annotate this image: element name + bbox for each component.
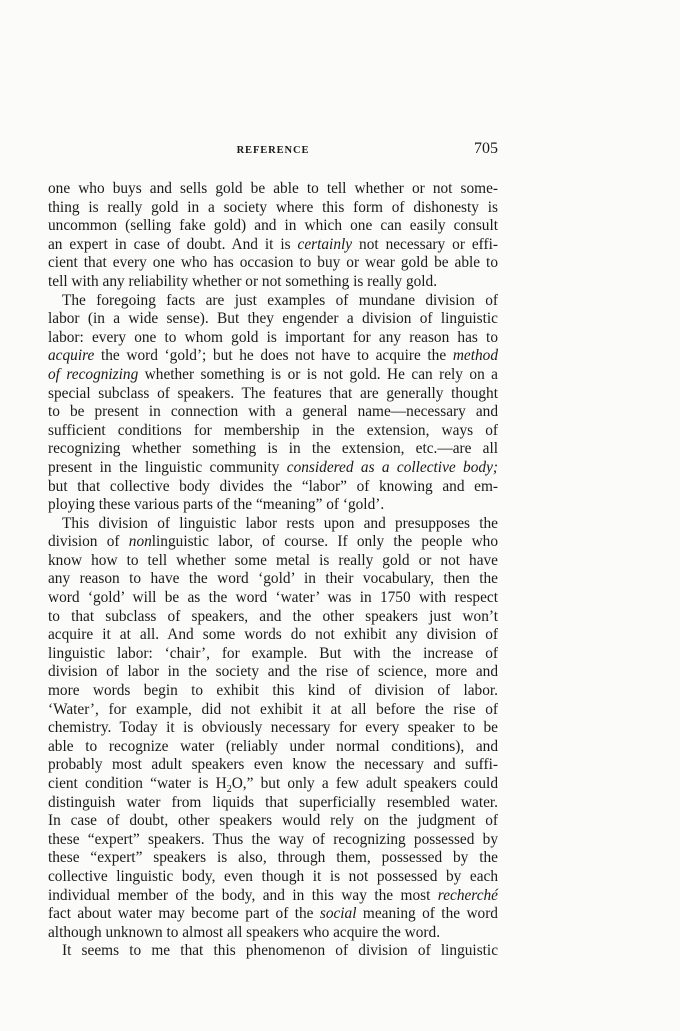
text-line: able to recognize water (reliably under normal conditions), and (48, 737, 498, 755)
text-line: labor: every one to whom gold is important for any reason has to (48, 328, 498, 346)
text-line: It seems to me that this phenomenon of division of linguistic (62, 942, 498, 960)
text-line: fact about water may become part of the social meaning of the word (48, 905, 498, 923)
text-line: acquire it at all. And some words do not exhibit any division of (48, 626, 498, 644)
text-line: division of nonlinguistic labor, of course. If only the people who (48, 533, 498, 551)
text-line: recognizing whether something is in the extension, etc.—are all (48, 440, 498, 458)
text-line: know how to tell whether some metal is really gold or not have (48, 551, 498, 569)
text-line: labor (in a wide sense). But they engender a division of linguistic (48, 310, 498, 328)
text-line: these “expert” speakers is also, through them, possessed by the (48, 849, 498, 867)
text-line: uncommon (selling fake gold) and in which one can easily consult (48, 217, 498, 235)
text-line: cient condition “water is $H_2O$,” but only a few adult speakers could (48, 775, 498, 796)
text-line: one who buys and sells gold be able to tell whether or not some- (48, 180, 498, 197)
text-line: ploying these various parts of the “meaning” of ‘gold’. (48, 496, 385, 514)
text-line: present in the linguistic community considered as a collective body; (48, 458, 498, 476)
text-line: these “expert” speakers. Thus the way of recognizing possessed by (48, 830, 498, 848)
text-line: but that collective body divides the “labor” of knowing and em- (48, 477, 498, 495)
text-line: of recognizing whether something is or is not gold. He can rely on a (48, 365, 498, 383)
text-line: any reason to have the word ‘gold’ in their vocabulary, then the (48, 570, 498, 588)
text-line: linguistic labor: ‘chair’, for example. But with the increase of (48, 644, 498, 662)
text-line: probably most adult speakers even know the necessary and suffi- (48, 756, 498, 774)
text-line: In case of doubt, other speakers would rely on the judgment of (48, 812, 498, 830)
text-line: cient that every one who has occasion to buy or wear gold be able to (48, 254, 498, 272)
text-line: The foregoing facts are just examples of mundane division of (62, 291, 498, 309)
text-line: distinguish water from liquids that superficially resembled water. (48, 793, 498, 811)
text-line: thing is really gold in a society where this form of dishonesty is (48, 198, 498, 216)
text-line: although unknown to almost all speakers who acquire the word. (48, 923, 441, 941)
text-line: special subclass of speakers. The features that are generally thought (48, 384, 498, 402)
text-line: an expert in case of doubt. And it is certainly not necessary or effi- (48, 235, 498, 253)
text-line: to be present in connection with a general name—necessary and (48, 403, 498, 421)
text-line: word ‘gold’ will be as the word ‘water’ was in 1750 with respect (48, 589, 498, 607)
running-head: REFERENCE (236, 145, 310, 156)
text-line: chemistry. Today it is obviously necessary for every speaker to be (48, 719, 498, 737)
text-line: This division of linguistic labor rests upon and presupposes the (62, 514, 498, 532)
text-line: tell with any reliability whether or not something is really gold. (48, 272, 438, 290)
text-line: sufficient conditions for membership in the extension, ways of (48, 421, 498, 439)
text-line: individual member of the body, and in this way the most recherché (48, 886, 498, 904)
text-line: more words begin to exhibit this kind of division of labor. (48, 682, 498, 700)
page-number: 705 (474, 140, 498, 157)
text-line: ‘Water’, for example, did not exhibit it at all before the rise of (48, 700, 498, 718)
text-line: to that subclass of speakers, and the other speakers just won’t (48, 607, 498, 625)
text-line: collective linguistic body, even though it is not possessed by each (48, 867, 498, 885)
text-line: division of labor in the society and the rise of science, more and (48, 663, 498, 681)
text-line: acquire the word ‘gold’; but he does not have to acquire the method (48, 347, 498, 365)
body-text (48, 180, 498, 961)
page-header (48, 140, 498, 164)
